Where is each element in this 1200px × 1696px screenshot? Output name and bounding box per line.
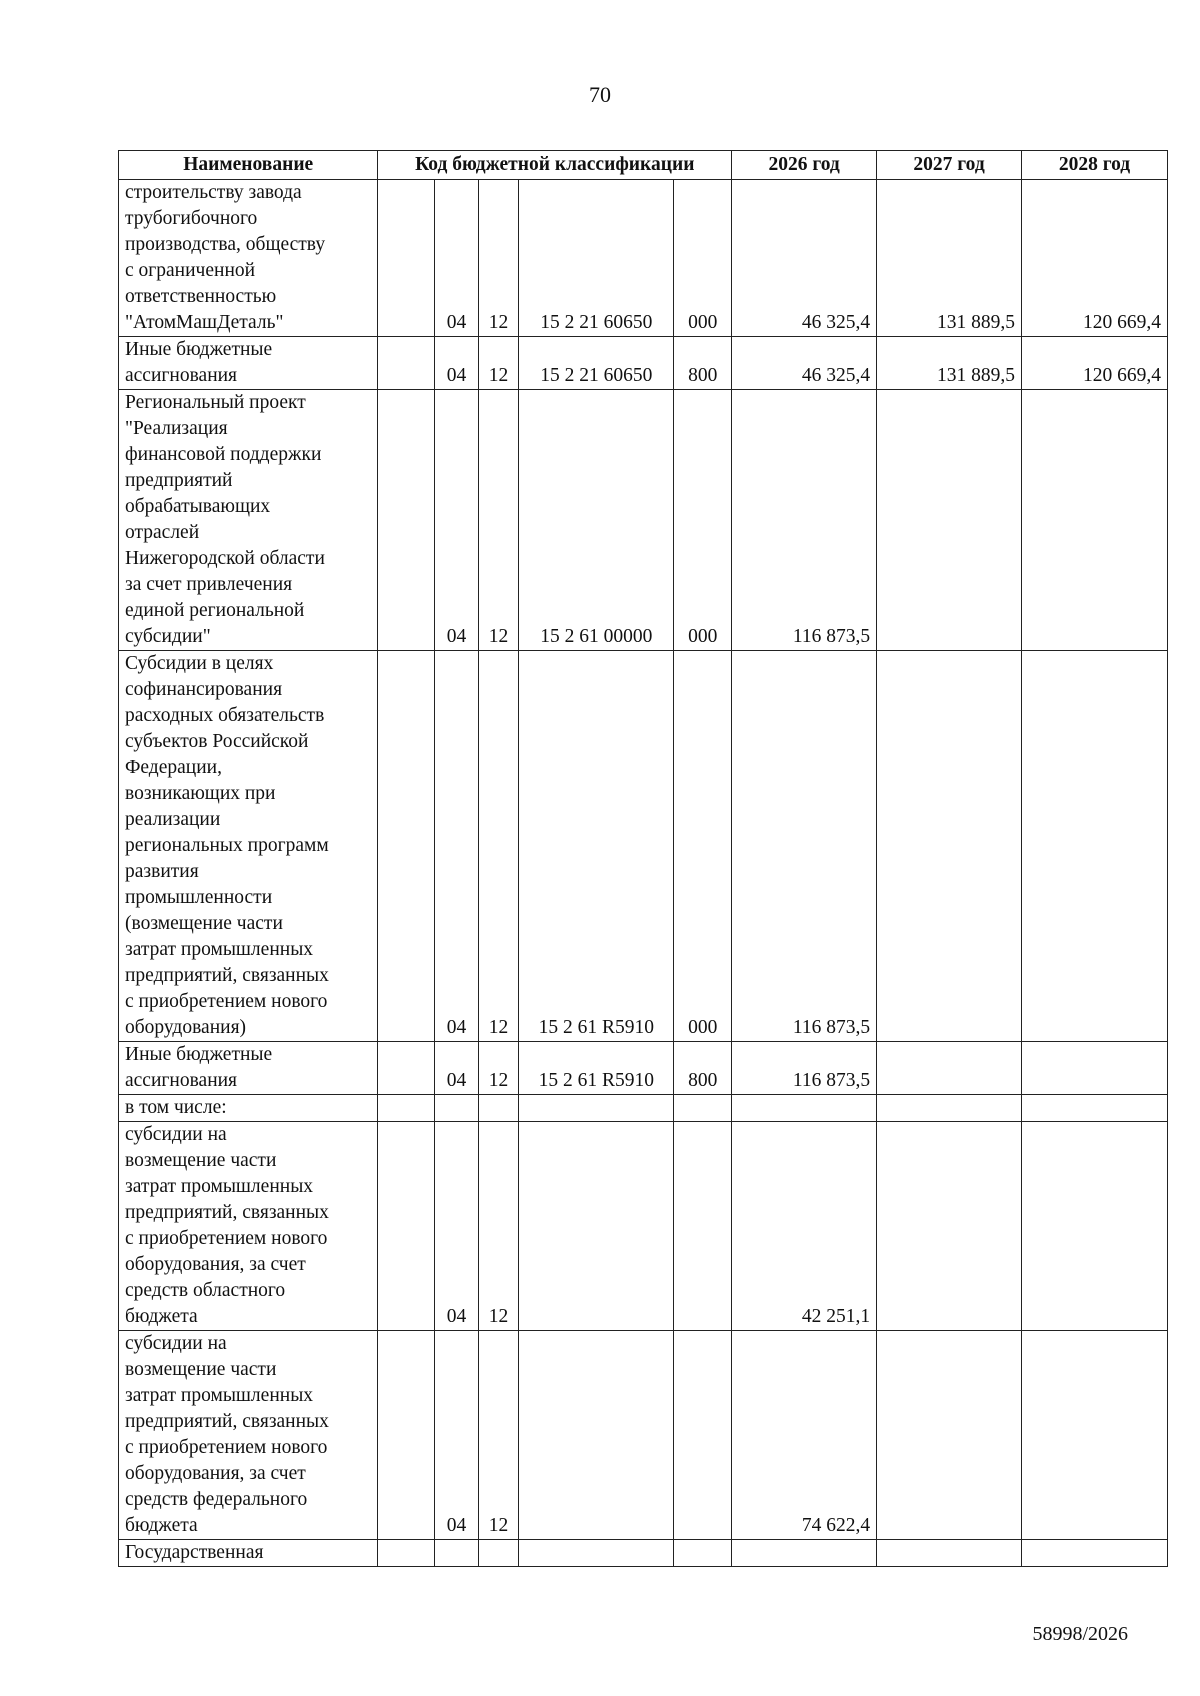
cell-code-2: 12 <box>478 1042 519 1095</box>
cell-amount-2026: 42 251,1 <box>732 1122 877 1331</box>
cell-name: субсидии на возмещение части затрат промышленных предприятий, связанных с приобретением нового оборудования, за счет средств федерального бюджета <box>119 1331 378 1540</box>
header-2026: 2026 год <box>732 151 877 180</box>
cell-code-1: 04 <box>435 1331 479 1540</box>
cell-code-0 <box>378 180 435 337</box>
cell-code-0 <box>378 337 435 390</box>
cell-code-1 <box>435 1540 479 1567</box>
cell-code-2: 12 <box>478 180 519 337</box>
cell-code-4: 800 <box>674 337 732 390</box>
cell-code-1: 04 <box>435 1042 479 1095</box>
table-row <box>119 1042 1168 1095</box>
cell-code-1: 04 <box>435 1122 479 1331</box>
cell-code-0 <box>378 1331 435 1540</box>
cell-amount-2027 <box>877 1540 1022 1567</box>
cell-amount-2026: 74 622,4 <box>732 1331 877 1540</box>
cell-code-4: 000 <box>674 651 732 1042</box>
cell-code-3 <box>519 1095 674 1122</box>
cell-amount-2027 <box>877 390 1022 651</box>
cell-code-0 <box>378 1540 435 1567</box>
cell-code-1 <box>435 1095 479 1122</box>
cell-amount-2027 <box>877 1042 1022 1095</box>
cell-code-3: 15 2 61 R5910 <box>519 651 674 1042</box>
cell-code-2: 12 <box>478 1122 519 1331</box>
cell-name: Субсидии в целях софинансирования расходных обязательств субъектов Российской Федерации, возникающих при реализации региональных программ развития промышленности (возмещение части затрат промышленных предприятий, связанных с приобретением нового оборудования) <box>119 651 378 1042</box>
cell-code-0 <box>378 651 435 1042</box>
cell-code-4 <box>674 1095 732 1122</box>
cell-amount-2027: 131 889,5 <box>877 180 1022 337</box>
table-body <box>119 180 1168 1567</box>
table-row <box>119 651 1168 1042</box>
cell-code-4: 000 <box>674 390 732 651</box>
budget-table <box>118 150 1168 1567</box>
cell-code-2: 12 <box>478 651 519 1042</box>
cell-code-3 <box>519 1122 674 1331</box>
cell-amount-2027: 131 889,5 <box>877 337 1022 390</box>
cell-code-3 <box>519 1331 674 1540</box>
cell-amount-2028 <box>1022 390 1168 651</box>
cell-code-1: 04 <box>435 180 479 337</box>
cell-amount-2026 <box>732 1540 877 1567</box>
header-2027: 2027 год <box>877 151 1022 180</box>
table-row <box>119 1122 1168 1331</box>
cell-code-0 <box>378 390 435 651</box>
header-name: Наименование <box>119 151 378 180</box>
cell-amount-2028: 120 669,4 <box>1022 337 1168 390</box>
cell-code-3: 15 2 21 60650 <box>519 180 674 337</box>
cell-code-2 <box>478 1095 519 1122</box>
table-row <box>119 390 1168 651</box>
cell-name: Иные бюджетные ассигнования <box>119 337 378 390</box>
cell-code-2: 12 <box>478 1331 519 1540</box>
table-row <box>119 180 1168 337</box>
header-code: Код бюджетной классификации <box>378 151 732 180</box>
cell-code-3: 15 2 61 R5910 <box>519 1042 674 1095</box>
cell-code-0 <box>378 1122 435 1331</box>
table-row <box>119 1540 1168 1567</box>
cell-code-4 <box>674 1331 732 1540</box>
cell-name: Региональный проект "Реализация финансовой поддержки предприятий обрабатывающих отраслей Нижегородской области за счет привлечения единой региональной субсидии" <box>119 390 378 651</box>
cell-name: субсидии на возмещение части затрат промышленных предприятий, связанных с приобретением нового оборудования, за счет средств областного бюджета <box>119 1122 378 1331</box>
cell-code-3: 15 2 21 60650 <box>519 337 674 390</box>
cell-code-4: 800 <box>674 1042 732 1095</box>
cell-code-4: 000 <box>674 180 732 337</box>
cell-code-4 <box>674 1122 732 1331</box>
cell-name: в том числе: <box>119 1095 378 1122</box>
cell-amount-2027 <box>877 651 1022 1042</box>
cell-amount-2026: 116 873,5 <box>732 1042 877 1095</box>
cell-amount-2027 <box>877 1095 1022 1122</box>
cell-code-1: 04 <box>435 651 479 1042</box>
cell-amount-2026: 46 325,4 <box>732 337 877 390</box>
cell-amount-2028 <box>1022 651 1168 1042</box>
cell-amount-2026: 116 873,5 <box>732 651 877 1042</box>
cell-code-3: 15 2 61 00000 <box>519 390 674 651</box>
cell-amount-2028 <box>1022 1042 1168 1095</box>
cell-amount-2028 <box>1022 1122 1168 1331</box>
cell-name: Иные бюджетные ассигнования <box>119 1042 378 1095</box>
cell-name: строительству завода трубогибочного производства, обществу с ограниченной ответственностью "АтомМашДеталь" <box>119 180 378 337</box>
cell-amount-2026: 46 325,4 <box>732 180 877 337</box>
cell-name: Государственная <box>119 1540 378 1567</box>
cell-amount-2027 <box>877 1331 1022 1540</box>
cell-amount-2028 <box>1022 1331 1168 1540</box>
cell-amount-2026: 116 873,5 <box>732 390 877 651</box>
table-row <box>119 1331 1168 1540</box>
cell-code-2 <box>478 1540 519 1567</box>
page-number: 70 <box>589 82 611 107</box>
header-2028: 2028 год <box>1022 151 1168 180</box>
cell-code-1: 04 <box>435 337 479 390</box>
cell-code-2: 12 <box>478 390 519 651</box>
cell-amount-2028 <box>1022 1540 1168 1567</box>
cell-amount-2028 <box>1022 1095 1168 1122</box>
cell-code-2: 12 <box>478 337 519 390</box>
table-row <box>119 1095 1168 1122</box>
cell-code-1: 04 <box>435 390 479 651</box>
cell-amount-2028: 120 669,4 <box>1022 180 1168 337</box>
cell-amount-2026 <box>732 1095 877 1122</box>
table-row <box>119 337 1168 390</box>
document-id: 58998/2026 <box>1032 1623 1128 1645</box>
table-header-row <box>119 151 1168 180</box>
cell-code-0 <box>378 1095 435 1122</box>
cell-amount-2027 <box>877 1122 1022 1331</box>
cell-code-0 <box>378 1042 435 1095</box>
cell-code-3 <box>519 1540 674 1567</box>
cell-code-4 <box>674 1540 732 1567</box>
